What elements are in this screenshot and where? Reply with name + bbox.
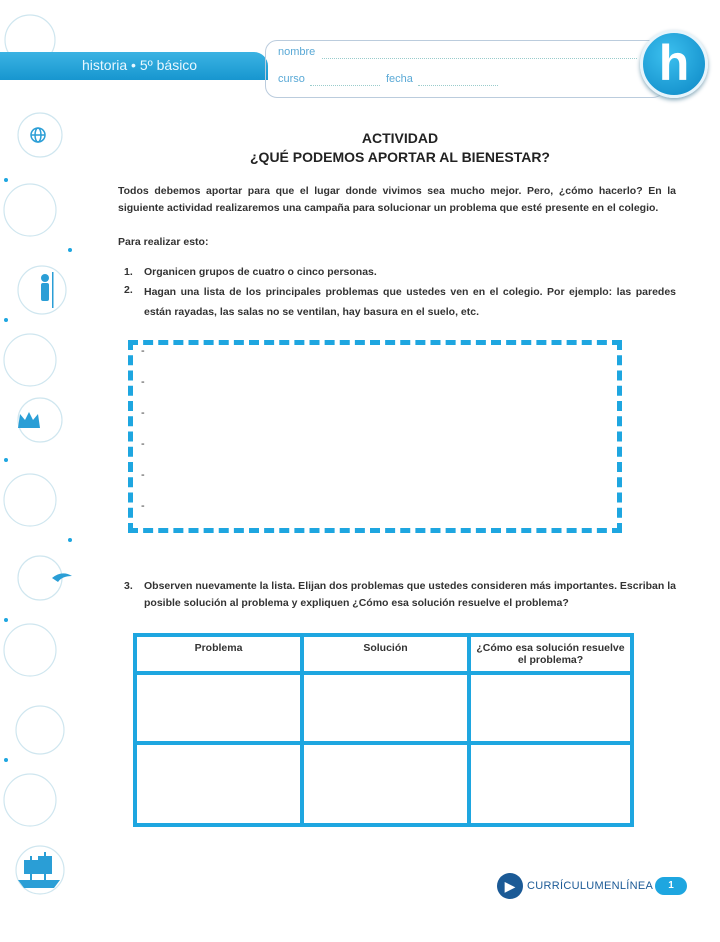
bullet: •	[131, 57, 136, 73]
fecha-label: fecha	[386, 73, 413, 85]
play-icon: ▶	[497, 873, 523, 899]
step-number: 3.	[124, 580, 133, 592]
curso-label: curso	[278, 73, 305, 85]
table-cell[interactable]	[135, 743, 302, 825]
list-line[interactable]: -	[141, 469, 145, 481]
page-number: 1	[655, 877, 687, 895]
step-number: 1.	[124, 266, 133, 278]
header-como: ¿Cómo esa solución resuelve el problema?	[469, 635, 632, 673]
intro-paragraph: Todos debemos aportar para que el lugar donde vivimos sea mucho mejor. Pero, ¿cómo hacerlo? En la siguiente actividad realizaremos una campaña para solucionar un problema que esté presente en el colegio.	[118, 185, 676, 214]
student-info-box	[265, 40, 665, 98]
table-cell[interactable]	[469, 743, 632, 825]
subject-banner	[0, 52, 268, 80]
curso-field[interactable]	[310, 85, 380, 86]
brand-name: CURRÍCULUMENLÍNEA	[527, 880, 654, 892]
step-text: Hagan una lista de los principales problemas que ustedes ven en el colegio. Por ejemplo: las paredes están rayadas, las salas no se ventilan, hay basura en el suelo, etc.	[144, 286, 676, 318]
list-line[interactable]: -	[141, 345, 145, 357]
step-number: 2.	[124, 284, 133, 296]
grade-label: 5º básico	[139, 57, 198, 73]
nombre-field[interactable]	[322, 58, 637, 59]
list-line[interactable]: -	[141, 438, 145, 450]
page-title: ¿QUÉ PODEMOS APORTAR AL BIENESTAR?	[250, 149, 550, 165]
nombre-label: nombre	[278, 46, 316, 58]
step-2	[124, 282, 676, 322]
table-row	[135, 743, 632, 825]
problem-list-box[interactable]	[128, 340, 622, 533]
step-1	[124, 264, 676, 281]
globe-icon	[31, 128, 45, 142]
explorer-figure-icon	[41, 272, 54, 308]
historia-logo: h	[640, 30, 708, 98]
crown-icon	[18, 412, 40, 428]
step-text: Organicen grupos de cuatro o cinco personas.	[144, 266, 377, 278]
table-cell[interactable]	[302, 673, 469, 743]
table-row	[135, 673, 632, 743]
header-solucion: Solución	[302, 635, 469, 673]
header-problema: Problema	[135, 635, 302, 673]
step-text: Observen nuevamente la lista. Elijan dos problemas que ustedes consideren más importantes. Escriban la posible solución al problema y expliquen ¿Cómo esa solución resuelve el problema?	[144, 580, 676, 609]
table-cell[interactable]	[302, 743, 469, 825]
fecha-field[interactable]	[418, 85, 498, 86]
curriculum-logo	[497, 873, 653, 899]
list-line[interactable]: -	[141, 407, 145, 419]
activity-label: ACTIVIDAD	[361, 130, 439, 146]
table-cell[interactable]	[469, 673, 632, 743]
list-line[interactable]: -	[141, 376, 145, 388]
decorative-border	[0, 0, 75, 942]
intro-instruction: Para realizar esto:	[118, 236, 209, 248]
step-3	[124, 578, 676, 612]
table-cell[interactable]	[135, 673, 302, 743]
subject-label: historia	[82, 57, 128, 73]
ship-icon	[18, 852, 60, 888]
list-line[interactable]: -	[141, 500, 145, 512]
solutions-table	[133, 633, 634, 827]
